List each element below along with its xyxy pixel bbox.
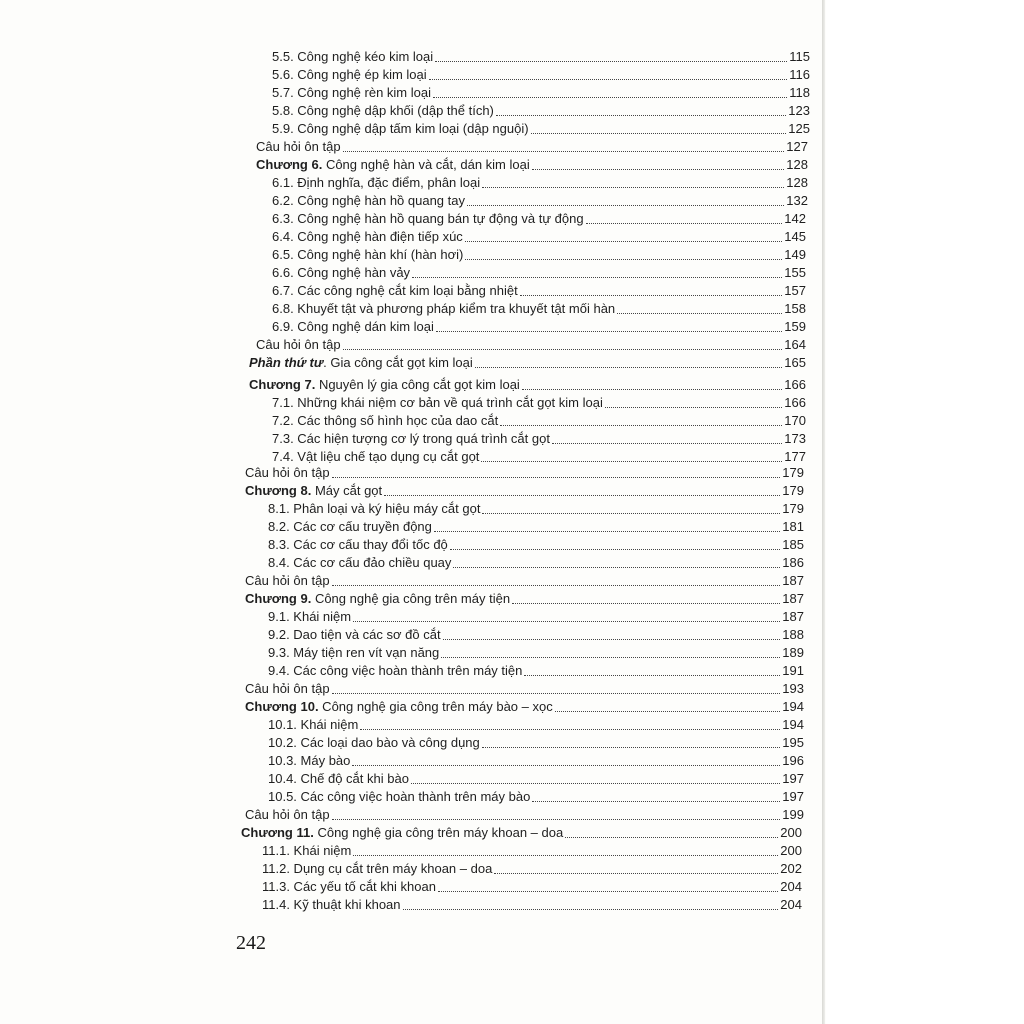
toc-entry-page: 204 — [780, 897, 802, 912]
dot-leader — [482, 186, 784, 188]
dot-leader — [586, 222, 783, 224]
dot-leader — [453, 566, 780, 568]
chapter-label: Chương 8. — [245, 483, 312, 498]
toc-entry-title: 6.8. Khuyết tật và phương pháp kiểm tra khuyết tật mối hàn — [272, 301, 616, 316]
toc-entry — [256, 139, 808, 156]
dot-leader — [343, 150, 785, 152]
toc-entry-page: 170 — [784, 413, 806, 428]
toc-entry-page: 173 — [784, 431, 806, 446]
chapter-label: Chương 11. — [241, 825, 314, 840]
toc-entry-title: 6.9. Công nghệ dán kim loại — [272, 319, 434, 334]
toc-entry — [272, 67, 810, 84]
toc-entry-page: 116 — [789, 67, 810, 82]
toc-entry-page: 200 — [780, 843, 802, 858]
dot-leader — [475, 366, 783, 368]
toc-entry-title: 8.4. Các cơ cấu đảo chiều quay — [268, 555, 452, 570]
toc-entry — [245, 591, 804, 608]
toc-entry — [268, 663, 804, 680]
toc-entry-title: 7.4. Vật liệu chế tạo dụng cụ cắt gọt — [272, 449, 480, 464]
dot-leader — [353, 620, 780, 622]
dot-leader — [433, 96, 787, 98]
toc-entry-title: 6.1. Định nghĩa, đặc điểm, phân loại — [272, 175, 481, 190]
toc-entry-title: 6.2. Công nghệ hàn hồ quang tay — [272, 193, 465, 208]
toc-entry-title: 9.2. Dao tiện và các sơ đồ cắt — [268, 627, 441, 642]
toc-entry — [268, 753, 804, 770]
toc-entry-title: 7.2. Các thông số hình học của dao cắt — [272, 413, 499, 428]
chapter-label: Chương 7. — [249, 377, 316, 392]
toc-entry — [272, 449, 806, 466]
dot-leader — [411, 782, 780, 784]
dot-leader — [555, 710, 781, 712]
dot-leader — [605, 406, 782, 408]
dot-leader — [500, 424, 782, 426]
chapter-title: Công nghệ hàn và cắt, dán kim loại — [322, 157, 530, 172]
toc-entry-page: 166 — [784, 395, 806, 410]
toc-entry-page: 187 — [782, 609, 804, 624]
toc-entry-page: 200 — [780, 825, 802, 840]
toc-entry — [272, 175, 808, 192]
dot-leader — [565, 836, 778, 838]
toc-entry — [272, 211, 806, 228]
dot-leader — [494, 872, 778, 874]
toc-entry — [272, 49, 810, 66]
chapter-title: Máy cắt gọt — [311, 483, 383, 498]
toc-entry — [268, 771, 804, 788]
toc-entry — [245, 573, 804, 590]
toc-entry — [268, 627, 804, 644]
toc-entry — [272, 193, 808, 210]
toc-entry-title: 8.2. Các cơ cấu truyền động — [268, 519, 432, 534]
toc-entry-title: 6.7. Các công nghệ cắt kim loại bằng nhiệt — [272, 283, 518, 298]
dot-leader — [441, 656, 780, 658]
toc-entry-page: 157 — [784, 283, 806, 298]
dot-leader — [552, 442, 782, 444]
dot-leader — [332, 476, 781, 478]
toc-entry — [256, 157, 808, 174]
dot-leader — [443, 638, 781, 640]
toc-entry — [245, 807, 804, 824]
toc-entry-page: 128 — [786, 175, 808, 190]
dot-leader — [332, 692, 781, 694]
toc-entry-page: 128 — [786, 157, 808, 172]
toc-entry-title: Câu hỏi ôn tập — [256, 337, 341, 352]
dot-leader — [532, 800, 780, 802]
toc-entry-page: 179 — [782, 465, 804, 480]
toc-entry-title: Câu hỏi ôn tập — [245, 681, 330, 696]
toc-entry — [272, 229, 806, 246]
toc-entry — [241, 825, 802, 842]
dot-leader — [450, 548, 781, 550]
toc-entry — [245, 681, 804, 698]
dot-leader — [512, 602, 780, 604]
toc-entry-title: 6.4. Công nghệ hàn điện tiếp xúc — [272, 229, 463, 244]
page-number: 242 — [236, 932, 266, 954]
dot-leader — [332, 584, 781, 586]
toc-entry — [272, 413, 806, 430]
toc-entry-title: 5.8. Công nghệ dập khối (dập thể tích) — [272, 103, 494, 118]
page-edge — [822, 0, 825, 1024]
toc-entry — [272, 85, 810, 102]
toc-entry-title: 9.4. Các công việc hoàn thành trên máy tiện — [268, 663, 523, 678]
toc-entry-title: 10.3. Máy bào — [268, 753, 351, 768]
toc-entry-page: 181 — [782, 519, 804, 534]
dot-leader — [465, 258, 782, 260]
dot-leader — [435, 60, 787, 62]
dot-leader — [617, 312, 782, 314]
dot-leader — [524, 674, 780, 676]
dot-leader — [343, 348, 783, 350]
toc-entry — [268, 609, 804, 626]
toc-entry-title: 5.9. Công nghệ dập tấm kim loại (dập nguội) — [272, 121, 529, 136]
toc-entry-page: 196 — [782, 753, 804, 768]
toc-entry-page: 164 — [784, 337, 806, 352]
dot-leader — [438, 890, 778, 892]
toc-entry — [272, 121, 810, 138]
toc-entry-title: 6.3. Công nghệ hàn hồ quang bán tự động và tự động — [272, 211, 584, 226]
toc-entry-title — [249, 355, 473, 370]
toc-entry-page: 142 — [784, 211, 806, 226]
dot-leader — [352, 764, 780, 766]
toc-entry — [272, 265, 806, 282]
toc-entry-title: Câu hỏi ôn tập — [256, 139, 341, 154]
toc-entry-page: 115 — [789, 49, 810, 64]
toc-entry-page: 186 — [782, 555, 804, 570]
toc-entry-title — [256, 157, 530, 172]
toc-entry-title: 6.5. Công nghệ hàn khí (hàn hơi) — [272, 247, 464, 262]
toc-entry-page: 159 — [784, 319, 806, 334]
dot-leader — [481, 460, 782, 462]
dot-leader — [384, 494, 780, 496]
toc-entry-title: 5.6. Công nghệ ép kim loại — [272, 67, 427, 82]
toc-entry-title: 5.7. Công nghệ rèn kim loại — [272, 85, 431, 100]
part-title: . Gia công cắt gọt kim loại — [323, 355, 473, 370]
toc-entry-page: 132 — [786, 193, 808, 208]
chapter-label: Chương 10. — [245, 699, 319, 714]
toc-entry-page: 197 — [782, 771, 804, 786]
toc-entry-title: 7.1. Những khái niệm cơ bản về quá trình cắt gọt kim loại — [272, 395, 603, 410]
chapter-title: Công nghệ gia công trên máy bào – xọc — [318, 699, 553, 714]
toc-entry-page: 179 — [782, 501, 804, 516]
toc-entry — [272, 395, 806, 412]
toc-entry-title — [245, 483, 382, 498]
toc-entry — [262, 861, 802, 878]
toc-entry-page: 189 — [782, 645, 804, 660]
dot-leader — [531, 132, 787, 134]
toc-entry — [272, 301, 806, 318]
toc-entry-title: 6.6. Công nghệ hàn vảy — [272, 265, 411, 280]
toc-entry-page: 202 — [780, 861, 802, 876]
toc-entry-title — [249, 377, 520, 392]
toc-entry-page: 145 — [784, 229, 806, 244]
toc-entry-page: 118 — [789, 85, 810, 100]
toc-entry-page: 158 — [784, 301, 806, 316]
chapter-title: Công nghệ gia công trên máy tiện — [311, 591, 511, 606]
toc-entry-page: 187 — [782, 591, 804, 606]
toc-entry — [268, 645, 804, 662]
dot-leader — [467, 204, 784, 206]
toc-entry-title: 11.4. Kỹ thuật khi khoan — [262, 897, 401, 912]
toc-entry-title: 10.5. Các công việc hoàn thành trên máy bào — [268, 789, 531, 804]
dot-leader — [522, 388, 782, 390]
toc-entry — [245, 483, 804, 500]
toc-entry — [268, 735, 804, 752]
toc-entry-page: 155 — [784, 265, 806, 280]
chapter-title: Nguyên lý gia công cắt gọt kim loại — [315, 377, 520, 392]
toc-entry — [272, 431, 806, 448]
toc-entry-page: 187 — [782, 573, 804, 588]
part-label: Phần thứ tư — [249, 355, 324, 370]
dot-leader — [412, 276, 782, 278]
toc-entry — [268, 717, 804, 734]
toc-entry — [272, 283, 806, 300]
dot-leader — [482, 746, 781, 748]
toc-entry — [256, 337, 806, 354]
toc-entry-title: 9.1. Khái niệm — [268, 609, 352, 624]
toc-entry — [268, 501, 804, 518]
toc-entry-title: 10.1. Khái niệm — [268, 717, 359, 732]
dot-leader — [403, 908, 779, 910]
dot-leader — [434, 530, 780, 532]
toc-entry-page: 199 — [782, 807, 804, 822]
toc-entry-page: 179 — [782, 483, 804, 498]
toc-entry-page: 191 — [782, 663, 804, 678]
toc-entry-page: 197 — [782, 789, 804, 804]
toc-entry-page: 194 — [782, 717, 804, 732]
toc-entry-title: Câu hỏi ôn tập — [245, 573, 330, 588]
toc-entry-title: 8.3. Các cơ cấu thay đổi tốc độ — [268, 537, 448, 552]
dot-leader — [429, 78, 788, 80]
toc-entry — [268, 555, 804, 572]
toc-entry-title: Câu hỏi ôn tập — [245, 807, 330, 822]
toc-entry-page: 166 — [784, 377, 806, 392]
dot-leader — [465, 240, 782, 242]
toc-entry-page: 127 — [786, 139, 808, 154]
toc-entry-title: Câu hỏi ôn tập — [245, 465, 330, 480]
toc-entry-page: 193 — [782, 681, 804, 696]
dot-leader — [496, 114, 786, 116]
toc-entry-page: 185 — [782, 537, 804, 552]
toc-entry — [268, 537, 804, 554]
toc-entry — [249, 355, 806, 372]
toc-entry — [262, 879, 802, 896]
toc-entry-title: 9.3. Máy tiện ren vít vạn năng — [268, 645, 440, 660]
toc-entry-title: 10.2. Các loại dao bào và công dụng — [268, 735, 480, 750]
toc-entry — [272, 247, 806, 264]
dot-leader — [360, 728, 780, 730]
toc-entry-page: 177 — [784, 449, 806, 464]
toc-entry-title: 10.4. Chế độ cắt khi bào — [268, 771, 409, 786]
toc-entry-page: 194 — [782, 699, 804, 714]
dot-leader — [532, 168, 785, 170]
toc-entry — [262, 897, 802, 914]
toc-entry — [245, 699, 804, 716]
toc-entry-title: 8.1. Phân loại và ký hiệu máy cắt gọt — [268, 501, 481, 516]
dot-leader — [520, 294, 783, 296]
toc-entry-title — [245, 591, 510, 606]
toc-entry-page: 165 — [784, 355, 806, 370]
dot-leader — [332, 818, 781, 820]
toc-entry — [272, 319, 806, 336]
dot-leader — [353, 854, 778, 856]
dot-leader — [436, 330, 782, 332]
toc-entry-page: 125 — [788, 121, 810, 136]
toc-entry — [268, 519, 804, 536]
toc-entry-title: 5.5. Công nghệ kéo kim loại — [272, 49, 434, 64]
toc-entry-title: 11.1. Khái niệm — [262, 843, 352, 858]
toc-entry-page: 188 — [782, 627, 804, 642]
toc-entry-page: 149 — [784, 247, 806, 262]
toc-entry-page: 123 — [788, 103, 810, 118]
chapter-label: Chương 9. — [245, 591, 312, 606]
toc-entry — [262, 843, 802, 860]
toc-entry-title — [245, 699, 553, 714]
toc-entry-title: 11.3. Các yếu tố cắt khi khoan — [262, 879, 436, 894]
toc-entry-title: 11.2. Dụng cụ cắt trên máy khoan – doa — [262, 861, 493, 876]
toc-entry — [245, 465, 804, 482]
toc-entry-title — [241, 825, 563, 840]
toc-entry-page: 204 — [780, 879, 802, 894]
chapter-label: Chương 6. — [256, 157, 323, 172]
chapter-title: Công nghệ gia công trên máy khoan – doa — [313, 825, 564, 840]
toc-entry — [272, 103, 810, 120]
toc-entry — [249, 377, 806, 394]
toc-entry-page: 195 — [782, 735, 804, 750]
toc-entry-title: 7.3. Các hiện tượng cơ lý trong quá trình cắt gọt — [272, 431, 550, 446]
toc-entry — [268, 789, 804, 806]
dot-leader — [482, 512, 780, 514]
